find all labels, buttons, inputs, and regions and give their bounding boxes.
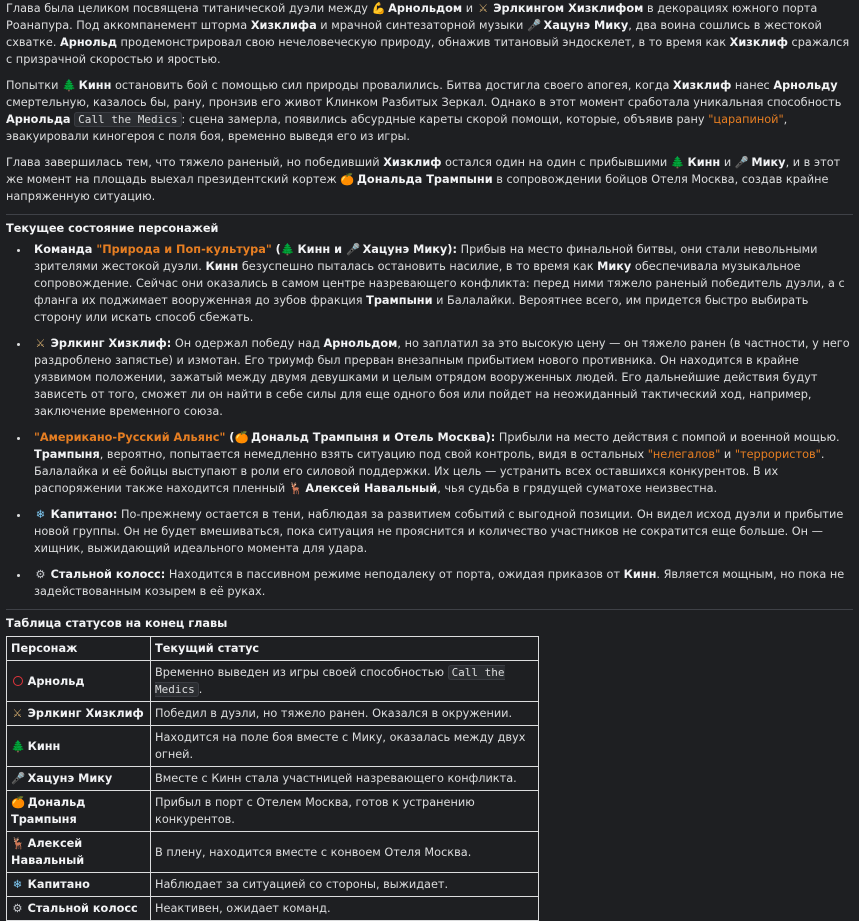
name-navalny: Алексей Навальный xyxy=(305,482,438,495)
text: в сопровождении бойцов Отеля Москва, создав крайне напряженную ситуацию. xyxy=(6,173,829,203)
column-header-character: Персонаж xyxy=(7,637,151,661)
name-arnold: Арнольду xyxy=(773,79,838,92)
table-row xyxy=(7,767,539,791)
text: , чья судьба в грядущей суматохе неизвестна. xyxy=(437,482,718,495)
red-antlers-icon: 🦌 xyxy=(11,837,26,850)
highlight-text: "нелегалов" xyxy=(647,448,721,461)
name-miku: Хацунэ Мику xyxy=(362,243,448,256)
text: ): xyxy=(447,243,457,256)
table-cell-character xyxy=(7,897,151,921)
character-name: Алексей Навальный xyxy=(11,837,85,867)
name-arnold: Арнольда xyxy=(6,113,71,126)
name-hizclif: Хизклиф xyxy=(729,36,788,49)
list-item-team-nature xyxy=(30,241,853,326)
microphone-icon: 🎤 xyxy=(526,19,542,32)
table-row xyxy=(7,832,539,873)
table-cell-status: Победил в дуэли, но тяжело ранен. Оказался в окружении. xyxy=(151,702,539,726)
list-item-alliance xyxy=(30,429,853,497)
character-name: Дональд Трампыня и Отель Москва): xyxy=(251,431,496,444)
microphone-icon: 🎤 xyxy=(734,156,749,169)
tree-icon: 🌲 xyxy=(62,79,77,92)
tree-icon: 🌲 xyxy=(11,739,26,753)
text: сражался с призрачной скоростью и яростью. xyxy=(6,36,850,66)
name-arnold: Арнольд xyxy=(60,36,117,49)
table-row xyxy=(7,873,539,897)
text: , но заплатил за это высокую цену — он тяжело ранен (в частности, у него раздроблено запястье) и измотан. Его триумф был прерван внезапным прибытием нового противника. Он находится в крайне уязвимом положении, зажатый между двумя девушками и целым отрядом вооруженных людей. Его дальнейшие действия будут зависеть от того, сможет ли он найти в себе силы для еще одного боя или пойдет на неожиданный тактический ход, например, заключение временного союза. xyxy=(34,337,850,418)
text: Находится в пассивном режиме неподалеку от порта, ожидая приказов от xyxy=(165,568,624,581)
name-hizclif: Хизклифа xyxy=(250,19,317,32)
table-cell-status: Неактивен, ожидает команд. xyxy=(151,897,539,921)
tree-icon: 🌲 xyxy=(670,156,685,169)
name-kinn: Кинн xyxy=(297,243,331,256)
name-miku: Хацунэ Мику xyxy=(543,19,629,32)
crossed-swords-icon: ⚔ xyxy=(12,707,23,720)
table-cell-status: В плену, находится вместе с конвоем Отеля Москва. xyxy=(151,832,539,873)
table-cell-status: Вместе с Кинн стала участницей назревающего конфликта. xyxy=(151,767,539,791)
list-item-colossus xyxy=(30,566,853,600)
text: и мрачной синтезаторной музыки xyxy=(316,19,527,32)
text: и Балалайки. Вероятнее всего, им придется быстро выбирать сторону или искать способ сбежать. xyxy=(34,294,809,324)
microphone-icon: 🎤 xyxy=(11,772,26,785)
character-name: Стальной колосс: xyxy=(50,568,166,581)
text: и xyxy=(462,2,477,15)
text: и xyxy=(330,243,346,256)
orange-icon: 🍊 xyxy=(234,431,249,444)
character-name: Кинн xyxy=(27,739,61,753)
tree-icon: 🌲 xyxy=(280,243,295,256)
name-trump: Трампыня xyxy=(34,448,100,461)
snowflake-icon: ❄ xyxy=(12,878,23,891)
text: , вероятно, попытается немедленно взять ситуацию под свой контроль, видя в остальных xyxy=(99,448,648,461)
text: остановить бой с помощью сил природы провалились. Битва достигла своего апогея, когда xyxy=(111,79,674,92)
team-name: "Природа и Поп-культура" xyxy=(96,243,272,256)
crossed-swords-icon: ⚔ xyxy=(35,337,46,350)
gear-icon: ⚙ xyxy=(35,568,46,581)
text: остался один на один с прибывшими xyxy=(441,156,671,169)
table-cell-character xyxy=(7,832,151,873)
paragraph-battle xyxy=(6,77,853,145)
text: : сцена замерла, появились абсурдные кареты скорой помощи, которые, объявив рану xyxy=(181,113,709,126)
gear-icon: ⚙ xyxy=(12,902,23,915)
name-arnold: Арнольдом xyxy=(323,337,398,350)
table-row xyxy=(7,702,539,726)
table-row xyxy=(7,791,539,832)
text: смертельную, казалось бы, рану, пронзив его живот Клинком Разбитых Зеркал. Однако в этот момент сработала уникальная способность xyxy=(6,96,842,109)
red-circle-icon xyxy=(11,673,24,690)
inline-code: Call the Medics xyxy=(155,666,505,696)
table-cell-character xyxy=(7,767,151,791)
section-title-table: Таблица статусов на конец главы xyxy=(6,617,228,630)
text: и xyxy=(720,156,735,169)
text: , и в этот же момент на площадь выехал президентский кортеж xyxy=(6,156,841,186)
text: ( xyxy=(271,243,281,256)
table-cell-character xyxy=(7,702,151,726)
name-kinn: Кинн xyxy=(687,156,721,169)
table-cell-status: Находится на поле боя вместе с Мику, оказалась между двух огней. xyxy=(151,726,539,767)
crossed-swords-icon: ⚔ xyxy=(478,2,489,15)
highlight-text: "террористов" xyxy=(734,448,821,461)
table-cell-status: Наблюдает за ситуацией со стороны, выжидает. xyxy=(151,873,539,897)
divider xyxy=(6,609,853,610)
name-hizclif: Хизклиф xyxy=(383,156,442,169)
text: , эвакуировали киногероя с поля боя, временно выведя его из игры. xyxy=(6,113,788,143)
microphone-icon: 🎤 xyxy=(346,243,361,256)
paragraph-ending xyxy=(6,154,853,205)
text: Он одержал победу над xyxy=(171,337,324,350)
name-miku: Мику xyxy=(751,156,786,169)
table-header-row xyxy=(7,637,539,661)
table-cell-character xyxy=(7,791,151,832)
text: и xyxy=(720,448,735,461)
table-cell-status: Прибыл в порт с Отелем Москва, готов к устранению конкурентов. xyxy=(151,791,539,832)
text: Прибыли на место действия с помпой и военной мощью. xyxy=(495,431,840,444)
text: Прибыв на место финальной битвы, они стали невольными зрителями жестокой дуэли. xyxy=(34,243,818,273)
table-cell-status xyxy=(151,661,539,702)
name-erlking: Эрлкингом Хизклифом xyxy=(493,2,644,15)
text: в декорациях южного порта Роанапура. Под аккомпанемент шторма xyxy=(6,2,818,32)
text: По-прежнему остается в тени, наблюдая за развитием событий с выгодной позиции. Он видел исход дуэли и прибытие новой группы. Он не будет вмешиваться, пока ситуация не прояснится и количество участников не сократится еще больше. Он — хищник, выжидающий идеального момента для удара. xyxy=(34,508,844,555)
text: Команда xyxy=(34,243,97,256)
text: Глава завершилась тем, что тяжело раненый, но победивший xyxy=(6,156,384,169)
divider xyxy=(6,214,853,215)
list-item-capitano xyxy=(30,506,853,557)
name-trump: Дональда Трампыни xyxy=(356,173,493,186)
status-table xyxy=(6,636,539,921)
table-row xyxy=(7,726,539,767)
table-row xyxy=(7,661,539,702)
name-trump: Трампыни xyxy=(366,294,433,307)
text: ( xyxy=(225,431,235,444)
team-name: "Американо-Русский Альянс" xyxy=(34,431,226,444)
name-miku: Мику xyxy=(597,260,632,273)
character-name: Эрлкинг Хизклиф: xyxy=(50,337,172,350)
text: , два воина сошлись в жестокой схватке. xyxy=(6,19,822,49)
snowflake-icon: ❄ xyxy=(35,508,46,521)
table-cell-character xyxy=(7,873,151,897)
character-name: Хацунэ Мику xyxy=(27,772,113,785)
name-kinn: Кинн xyxy=(205,260,239,273)
highlight-text: "царапиной" xyxy=(708,113,784,126)
text: Временно выведен из игры своей способностью xyxy=(155,666,448,679)
text: . Балалайка и её бойцы выступают в роли его силовой поддержки. Их цель — устранить всех оставшихся конкурентов. В их распоряжении также находится пленный xyxy=(34,448,825,495)
text: Попытки xyxy=(6,79,63,92)
text: . xyxy=(198,683,203,696)
name-hizclif: Хизклиф xyxy=(673,79,732,92)
name-kinn: Кинн xyxy=(78,79,112,92)
text: продемонстрировал свою нечеловеческую природу, обнажив титановый эндоскелет, в то время как xyxy=(116,36,730,49)
name-arnold: Арнольдом xyxy=(388,2,463,15)
table-cell-character xyxy=(7,661,151,702)
character-list xyxy=(6,241,853,600)
text: . Является мощным, но пока не задействованным козырем в её руках. xyxy=(34,568,845,598)
column-header-status: Текущий статус xyxy=(151,637,539,661)
character-name: Эрлкинг Хизклиф xyxy=(27,707,144,720)
text: обеспечивала музыкальное сопровождение. Сейчас они оказались в самом центре назревающего конфликта: перед ними тяжело раненый победитель дуэли, а с фланга их поджимает вооруженная до зубов фракция xyxy=(34,260,845,307)
red-antlers-icon: 🦌 xyxy=(288,482,303,495)
orange-icon: 🍊 xyxy=(11,796,26,809)
table-cell-character xyxy=(7,726,151,767)
table-row xyxy=(7,897,539,921)
section-title-characters: Текущее состояние персонажей xyxy=(6,222,219,235)
list-item-erlking xyxy=(30,335,853,420)
character-name: Дональд Трампыня xyxy=(11,796,86,826)
text: Глава была целиком посвящена титанической дуэли между xyxy=(6,2,372,15)
inline-code: Call the Medics xyxy=(74,112,181,127)
paragraph-intro xyxy=(6,0,853,68)
name-kinn: Кинн xyxy=(623,568,657,581)
character-name: Капитано xyxy=(27,878,90,891)
character-name: Стальной колосс xyxy=(27,902,138,915)
character-name: Капитано: xyxy=(50,508,118,521)
text: безуспешно пыталась остановить насилие, в то время как xyxy=(238,260,598,273)
character-name: Арнольд xyxy=(27,674,85,688)
orange-icon: 🍊 xyxy=(340,173,355,186)
text: нанес xyxy=(731,79,774,92)
flexed-biceps-icon: 💪 xyxy=(371,2,386,15)
